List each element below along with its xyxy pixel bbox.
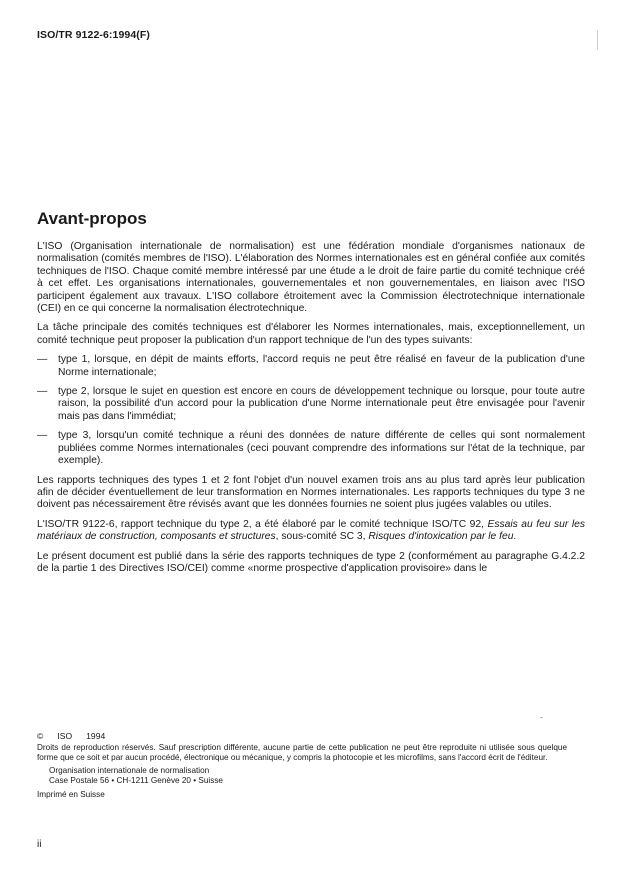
copyright-owner: ISO — [57, 731, 73, 741]
paragraph-review: Les rapports techniques des types 1 et 2 font l'objet d'un nouvel examen trois ans au plus tard après leur publication afin de décider éventuellement de leur transformation en Normes internationales. Les rapports techniques du type 3 ne doivent pas nécessairement être révisés avant que les données fournies ne soient plus jugées valables ou utiles. — [37, 474, 585, 511]
committee-text-2: , sous-comité SC 3, — [275, 531, 369, 543]
list-item — [37, 430, 585, 467]
paragraph-main-task: La tâche principale des comités techniques est d'élaborer les Normes internationales, mais, exceptionnellement, un comité technique peut proposer la publication d'un rapport technique de l'un des types suivants: — [37, 322, 585, 346]
report-types-list — [37, 354, 585, 467]
copyright-line — [37, 731, 567, 741]
subcommittee-title: Risques d'intoxication par le feu — [368, 531, 514, 543]
list-item-text: type 1, lorsque, en dépit de maints efforts, l'accord requis ne peut être réalisé en faveur de la publication d'une Norme internationale; — [58, 354, 585, 378]
paragraph-publication: Le présent document est publié dans la série des rapports techniques de type 2 (conformément au paragraphe G.4.2.2 de la partie 1 des Directives ISO/CEI) comme «norme prospective d'application provisoire» dans le — [37, 550, 585, 574]
committee-text-3: . — [513, 531, 517, 543]
dash-marker: — — [37, 430, 48, 442]
dash-marker: — — [37, 354, 48, 366]
paragraph-iso-intro: L'ISO (Organisation internationale de normalisation) est une fédération mondiale d'organismes nationaux de normalisation (comités membres de l'ISO). L'élaboration des Normes internationales est en général confiée aux comités techniques de l'ISO. Chaque comité membre intéressé par une étude a le droit de faire partie du comité technique créé à cet effet. Les organisations internationales, gouvernementales et non gouvernementales, en liaison avec l'ISO participent également aux travaux. L'ISO collabore étroitement avec la Commission électrotechnique internationale (CEI) en ce qui concerne la normalisation électrotechnique. — [37, 241, 585, 315]
committee-title: Essais au feu sur les matériaux de construction, composants et structures — [37, 518, 585, 543]
copyright-notice: Droits de reproduction réservés. Sauf prescription différente, aucune partie de cette publication ne peut être reproduite ni utilisée sous quelque forme que ce soit et par aucun procédé, électronique ou mécanique, y compris la photocopie et les microfilms, sans l'accord écrit de l'éditeur. — [37, 743, 567, 762]
list-item — [37, 354, 585, 379]
document-reference: ISO/TR 9122-6:1994(F) — [37, 29, 150, 41]
committee-text-1: L'ISO/TR 9122-6, rapport technique du type 2, a été élaboré par le comité technique ISO/TC 92, — [37, 518, 488, 530]
publisher-address — [37, 766, 567, 786]
copyright-symbol: © — [37, 731, 44, 741]
page-number: ii — [37, 839, 42, 850]
address-line: Case Postale 56 • CH-1211 Genève 20 • Suisse — [49, 776, 223, 785]
foreword-body — [37, 241, 585, 582]
copyright-block — [37, 731, 567, 800]
list-item-text: type 3, lorsqu'un comité technique a réuni des données de nature différente de celles qui sont normalement publiées comme Normes internationales (ceci pouvant comprendre des informations sur l'état de la technique, par exemple). — [58, 430, 585, 467]
stray-mark: - — [540, 713, 543, 722]
scan-edge-mark — [597, 30, 598, 50]
copyright-year: 1994 — [86, 731, 106, 741]
dash-marker: — — [37, 386, 48, 398]
paragraph-committee — [37, 519, 585, 544]
address-line: Organisation internationale de normalisation — [49, 766, 210, 775]
list-item — [37, 386, 585, 423]
list-item-text: type 2, lorsque le sujet en question est encore en cours de développement technique ou lorsque, pour toute autre raison, la possibilité d'un accord pour la publication d'une Norme internationale peut être envisagée pour l'avenir mais pas dans l'immédiat; — [58, 386, 585, 422]
page-title: Avant-propos — [37, 209, 147, 228]
printed-in: Imprimé en Suisse — [37, 790, 105, 799]
